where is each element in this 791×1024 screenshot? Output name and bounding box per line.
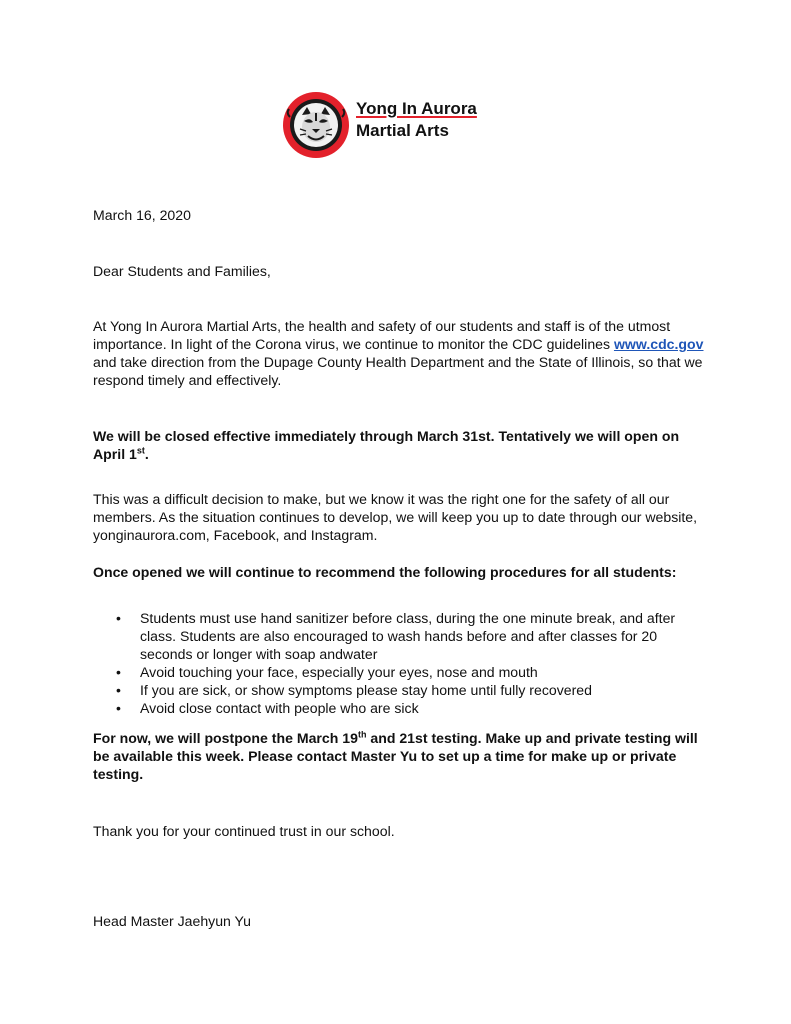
closure-text: We will be closed effective immediately through March 31st. Tentatively we will open on April 1	[93, 428, 680, 462]
procedures-heading: Once opened we will continue to recommend the following procedures for all students:	[93, 564, 677, 580]
cdc-link[interactable]: www.cdc.gov	[613, 336, 704, 352]
list-item-text: Students must use hand sanitizer before class, during the one minute break, and after class. Students are also encouraged to wash hands before and after classes for 20 seconds or longer with soap andwater	[140, 610, 676, 662]
logo	[282, 91, 496, 159]
intro-paragraph	[93, 317, 713, 389]
bullet-icon: •	[116, 610, 121, 626]
decision-paragraph: This was a difficult decision to make, but we know it was the right one for the safety of all our members. As the situation continues to develop, we will keep you up to date through our website, yonginaurora.com, Facebook, and Instagram.	[93, 491, 698, 543]
signature: Head Master Jaehyun Yu	[93, 913, 252, 929]
list-item	[93, 663, 703, 681]
testing-notice	[93, 729, 713, 783]
testing-text-2: and 21st testing. Make up and private testing will be available this week. Please contact Master Yu to set up a time for make up or private testing.	[93, 730, 698, 782]
list-item	[93, 699, 703, 717]
logo-text	[356, 99, 496, 142]
list-item-text: If you are sick, or show symptoms please stay home until fully recovered	[140, 682, 592, 698]
tiger-emblem-icon	[282, 91, 350, 159]
bullet-icon: •	[116, 682, 121, 698]
testing-superscript: th	[357, 729, 367, 740]
list-item	[93, 609, 703, 663]
procedures-list	[93, 609, 703, 717]
intro-text-1: At Yong In Aurora Martial Arts, the health and safety of our students and staff is of the utmost importance. In light of the Corona virus, we continue to monitor the CDC guidelines	[93, 318, 671, 352]
list-item-text: Avoid close contact with people who are sick	[140, 700, 419, 716]
thank-you-line: Thank you for your continued trust in our school.	[93, 823, 395, 839]
logo-line-2: Martial Arts	[356, 121, 449, 140]
closure-notice	[93, 427, 713, 463]
bullet-icon: •	[116, 664, 121, 680]
intro-text-2: and take direction from the Dupage County Health Department and the State of Illinois, so that we respond timely and effectively.	[93, 354, 703, 388]
salutation: Dear Students and Families,	[93, 263, 271, 279]
bullet-icon: •	[116, 700, 121, 716]
testing-text-1: For now, we will postpone the March 19	[93, 730, 358, 746]
logo-line-1: Yong In Aurora	[356, 99, 477, 118]
letter-date: March 16, 2020	[93, 207, 191, 223]
closure-end: .	[144, 446, 149, 462]
list-item	[93, 681, 703, 699]
closure-superscript: st	[136, 445, 145, 456]
list-item-text: Avoid touching your face, especially your eyes, nose and mouth	[140, 664, 538, 680]
